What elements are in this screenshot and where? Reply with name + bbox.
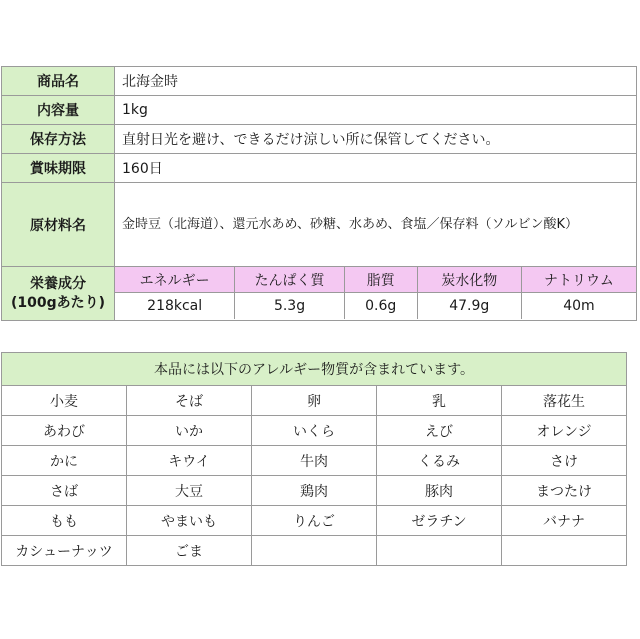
product-info-table (1, 66, 637, 321)
protein-value: 5.3g (235, 293, 344, 320)
energy-header: エネルギー (115, 267, 235, 293)
allergen-item: いか (127, 416, 252, 446)
allergen-item: 卵 (252, 386, 377, 416)
allergen-item: バナナ (502, 506, 627, 536)
ingredients-label: 原材料名 (2, 183, 115, 267)
allergen-item: 大豆 (127, 476, 252, 506)
allergy-row (2, 536, 627, 566)
allergy-table (1, 352, 627, 566)
allergen-item: さば (2, 476, 127, 506)
storage-method-value: 直射日光を避け、できるだけ涼しい所に保管してください。 (115, 125, 637, 154)
allergen-item: いくら (252, 416, 377, 446)
product-name-value: 北海金時 (115, 67, 637, 96)
nutrition-row (2, 267, 637, 321)
allergen-item: 牛肉 (252, 446, 377, 476)
energy-value: 218kcal (115, 293, 235, 320)
content-amount-value: 1kg (115, 96, 637, 125)
nutrition-table (115, 267, 636, 319)
allergen-item-empty (377, 536, 502, 566)
table-row (2, 67, 637, 96)
allergen-item-empty (252, 536, 377, 566)
protein-header: たんぱく質 (235, 267, 344, 293)
allergen-item: やまいも (127, 506, 252, 536)
fat-header: 脂質 (344, 267, 417, 293)
allergen-item: もも (2, 506, 127, 536)
allergen-item: 落花生 (502, 386, 627, 416)
allergen-item: 鶏肉 (252, 476, 377, 506)
allergen-item: そば (127, 386, 252, 416)
nutrition-label-line1: 栄養成分 (30, 275, 86, 292)
allergen-item: ごま (127, 536, 252, 566)
allergy-header: 本品には以下のアレルギー物質が含まれています。 (2, 353, 627, 386)
allergen-item: まつたけ (502, 476, 627, 506)
allergen-item-empty (502, 536, 627, 566)
allergy-row (2, 416, 627, 446)
product-name-label: 商品名 (2, 67, 115, 96)
content-amount-label: 内容量 (2, 96, 115, 125)
allergen-item: 乳 (377, 386, 502, 416)
carbohydrate-value: 47.9g (417, 293, 521, 320)
nutrition-label (2, 267, 115, 321)
allergen-item: あわび (2, 416, 127, 446)
allergen-item: キウイ (127, 446, 252, 476)
allergen-item: 小麦 (2, 386, 127, 416)
fat-value: 0.6g (344, 293, 417, 320)
allergen-item: 豚肉 (377, 476, 502, 506)
allergy-row (2, 506, 627, 536)
table-row (2, 183, 637, 267)
best-before-value: 160日 (115, 154, 637, 183)
allergy-row (2, 476, 627, 506)
table-row (2, 154, 637, 183)
storage-method-label: 保存方法 (2, 125, 115, 154)
allergen-item: カシューナッツ (2, 536, 127, 566)
nutrition-label-line2: (100gあたり) (10, 294, 106, 311)
sodium-header: ナトリウム (521, 267, 636, 293)
allergen-item: くるみ (377, 446, 502, 476)
allergy-header-row (2, 353, 627, 386)
table-row (2, 125, 637, 154)
ingredients-value: 金時豆（北海道）、還元水あめ、砂糖、水あめ、食塩／保存料（ソルビン酸K） (115, 183, 637, 267)
allergen-item: さけ (502, 446, 627, 476)
allergen-item: オレンジ (502, 416, 627, 446)
allergen-item: りんご (252, 506, 377, 536)
allergen-item: えび (377, 416, 502, 446)
best-before-label: 賞味期限 (2, 154, 115, 183)
allergy-row (2, 386, 627, 416)
carbohydrate-header: 炭水化物 (417, 267, 521, 293)
allergen-item: かに (2, 446, 127, 476)
nutrition-value-row (115, 293, 636, 320)
sodium-value: 40m (521, 293, 636, 320)
allergy-row (2, 446, 627, 476)
nutrition-header-row (115, 267, 636, 293)
table-row (2, 96, 637, 125)
nutrition-values-cell (115, 267, 637, 321)
allergen-item: ゼラチン (377, 506, 502, 536)
